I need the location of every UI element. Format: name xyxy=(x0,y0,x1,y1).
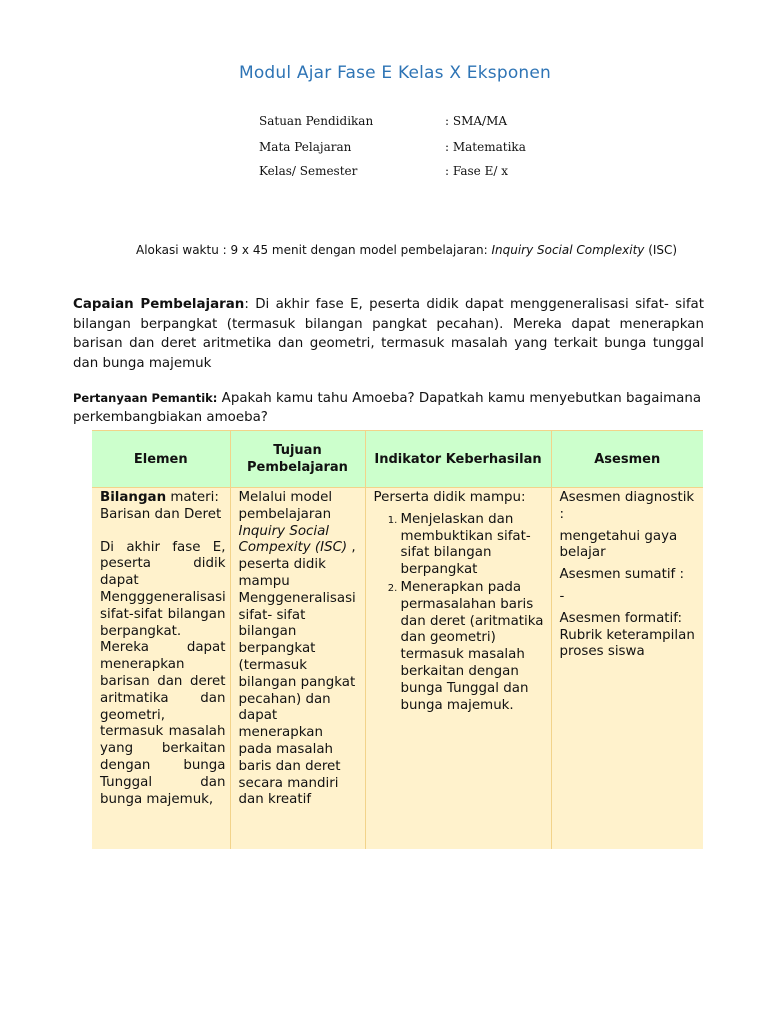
alokasi-model: Inquiry Social Complexity xyxy=(491,243,645,257)
elemen-rest: materi: Barisan dan Deret xyxy=(100,490,222,522)
table-row xyxy=(92,488,703,850)
elemen-bold: Bilangan xyxy=(100,490,167,505)
cell-indikator xyxy=(365,488,551,850)
pertanyaan-pemantik xyxy=(73,389,713,427)
info-row-satuan xyxy=(259,114,507,128)
info-label: Satuan Pendidikan xyxy=(259,114,374,128)
capaian-label: Capaian Pembelajaran xyxy=(73,297,245,312)
header-asesmen: Asesmen xyxy=(551,431,703,488)
list-item: 1. Menjelaskan dan membuktikan sifat- sifat bilangan berpangkat xyxy=(401,512,547,579)
tujuan-model: Inquiry Social Compexity (ISC) xyxy=(238,523,348,556)
alokasi-prefix: Alokasi waktu : 9 x 45 menit dengan model pembelajaran: xyxy=(136,243,492,257)
alokasi-suffix: (ISC) xyxy=(644,243,678,257)
page-title: Modul Ajar Fase E Kelas X Eksponen xyxy=(238,63,552,83)
asesmen-formatif-text: Asesmen formatif: Rubrik keterampilan proses siswa xyxy=(559,610,695,660)
alokasi-waktu xyxy=(136,243,677,257)
asesmen-sumatif-text: - xyxy=(559,588,565,604)
asesmen-diagnostik-label: Asesmen diagnostik : xyxy=(559,490,695,522)
elemen-title xyxy=(100,490,226,524)
elemen-desc: Di akhir fase E, peserta didik dapat Mengggeneralisasi sifat-sifat bilangan berpangkat. Mereka dapat menerapkan barisan dan deret aritmatika dan geometri, termasuk masalah yang berkaitan dengan bunga Tunggal dan bunga majemuk, xyxy=(100,539,226,807)
indikator-list xyxy=(374,512,547,715)
tujuan-pre: Melalui model pembelajaran xyxy=(238,490,333,522)
asesmen-sumatif-label: Asesmen sumatif : xyxy=(559,567,685,583)
cell-asesmen xyxy=(551,488,703,850)
tujuan-post: , peserta didik mampu Menggeneralisasi sifat- sifat bilangan berpangkat (termasuk bilangan pangkat pecahan) dan dapat menerapkan pada masalah baris dan deret secara mandiri dan kreatif xyxy=(238,540,356,808)
info-value: : SMA/MA xyxy=(445,114,508,128)
info-value: : Matematika xyxy=(445,140,526,154)
modul-table xyxy=(92,430,703,849)
capaian-text: : Di akhir fase E, peserta didik dapat menggeneralisasi sifat- sifat bilangan berpangkat (termasuk bilangan pangkat pecahan). Mereka dapat menerapkan barisan dan deret aritmetika dan geometri, termasuk masalah yang terkait bunga tunggal dan bunga majemuk xyxy=(73,297,704,371)
info-row-mapel xyxy=(259,140,526,154)
capaian-pembelajaran xyxy=(73,295,704,373)
cell-tujuan xyxy=(230,488,365,850)
indikator-intro: Perserta didik mampu: xyxy=(373,490,526,505)
pemantik-text: Apakah kamu tahu Amoeba? Dapatkah kamu menyebutkan bagaimana perkembangbiakan amoeba? xyxy=(73,391,702,425)
header-elemen: Elemen xyxy=(92,431,230,488)
info-label: Mata Pelajaran xyxy=(259,140,352,154)
header-tujuan: Tujuan Pembelajaran xyxy=(230,431,365,488)
table-header-row xyxy=(92,431,703,488)
header-indikator: Indikator Keberhasilan xyxy=(365,431,551,488)
info-label: Kelas/ Semester xyxy=(259,164,358,178)
list-item: 2. Menerapkan pada permasalahan baris dan deret (aritmatika dan geometri) termasuk masalah berkaitan dengan bunga Tunggal dan bunga majemuk. xyxy=(401,580,547,714)
pemantik-label: Pertanyaan Pemantik: xyxy=(73,391,218,405)
info-row-kelas xyxy=(259,164,508,178)
info-value: : Fase E/ x xyxy=(445,164,508,178)
cell-elemen xyxy=(92,488,230,850)
asesmen-diagnostik-text: mengetahui gaya belajar xyxy=(559,528,678,561)
